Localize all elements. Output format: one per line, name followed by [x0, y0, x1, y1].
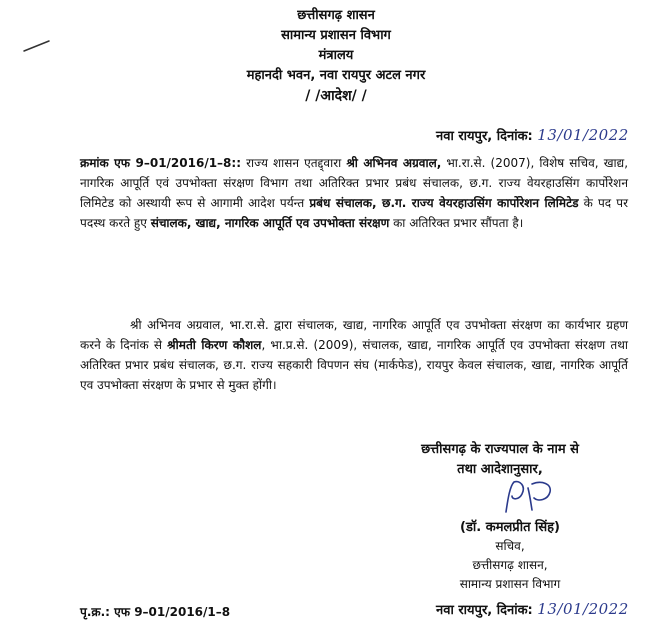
relieved-officer-name: श्रीमती किरण कौशल	[167, 338, 262, 352]
header-address: महानदी भवन, नवा रायपुर अटल नगर	[246, 68, 426, 83]
date-line	[436, 126, 629, 144]
order-reference: क्रमांक एफ 9–01/2016/1–8::	[80, 156, 242, 170]
header-government: छत्तीसगढ़ शासन	[297, 8, 375, 23]
signatory-designation: सचिव,	[495, 539, 525, 553]
endorsement-reference: पृ.क्र.: एफ 9–01/2016/1–8	[80, 605, 231, 619]
signatory-department: सामान्य प्रशासन विभाग	[459, 577, 561, 591]
authority-line-2: तथा आदेशानुसार,	[457, 462, 543, 477]
signature-icon	[498, 478, 560, 516]
date-label: नवा रायपुर, दिनांक:	[436, 129, 533, 144]
header-department: सामान्य प्रशासन विभाग	[281, 28, 391, 43]
officer-name: श्री अभिनव अग्रवाल,	[346, 156, 442, 170]
order-paragraph-1: क्रमांक एफ 9–01/2016/1–8:: राज्य शासन एतद्द्वारा श्री अभिनव अग्रवाल, भा.रा.से. (2007), विशेष सचिव, खाद्य, नागरिक आपूर्ति एवं उपभोक्ता संरक्षण विभाग तथा अतिरिक्त प्रभार प्रबंध संचालक, छ.ग. राज्य वेयरहाउसिंग कार्पोरेशन लिमिटेड को अस्थायी रूप से आगामी आदेश पर्यन्त प्रबंध संचालक, छ.ग. राज्य वेयरहाउसिंग कार्पोरेशन लिमिटेड के पद पर पदस्थ करते हुए संचालक, खाद्य, नागरिक आपूर्ति एव उपभोक्ता संरक्षण का अतिरिक्त प्रभार सौंपता है।	[80, 156, 629, 230]
handwritten-date: 13/01/2022	[537, 126, 629, 144]
posting-title: प्रबंध संचालक, छ.ग. राज्य वेयरहाउसिंग कार्पोरेशन लिमिटेड	[309, 196, 579, 210]
signatory-name: (डॉ. कमलप्रीत सिंह)	[460, 520, 560, 535]
authority-line-1: छत्तीसगढ़ के राज्यपाल के नाम से	[421, 442, 579, 457]
endorsement-date-label: नवा रायपुर, दिनांक:	[436, 603, 533, 618]
additional-charge-title: संचालक, खाद्य, नागरिक आपूर्ति एव उपभोक्ता संरक्षण	[150, 216, 390, 230]
endorsement-handwritten-date: 13/01/2022	[537, 600, 629, 618]
header-ministry: मंत्रालय	[318, 48, 354, 63]
signatory-government: छत्तीसगढ़ शासन,	[472, 558, 548, 572]
order-paragraph-2: श्री अभिनव अग्रवाल, भा.रा.से. द्वारा संचालक, खाद्य, नागरिक आपूर्ति एव उपभोक्ता संरक्षण का कार्यभार ग्रहण करने के दिनांक से श्रीमती किरण कौशल, भा.प्र.से. (2009), संचालक, खाद्य, नागरिक आपूर्ति एव उपभोक्ता संरक्षण तथा अतिरिक्त प्रभार प्रबंध संचालक, छ.ग. राज्य सहकारी विपणन संघ (मार्कफेड), रायपुर केवल संचालक, खाद्य, नागरिक आपूर्ति एव उपभोक्ता संरक्षण के प्रभार से मुक्त होंगी।	[80, 318, 628, 392]
endorsement-date-line	[436, 600, 629, 618]
header-order-title: / /आदेश/ /	[305, 88, 367, 104]
